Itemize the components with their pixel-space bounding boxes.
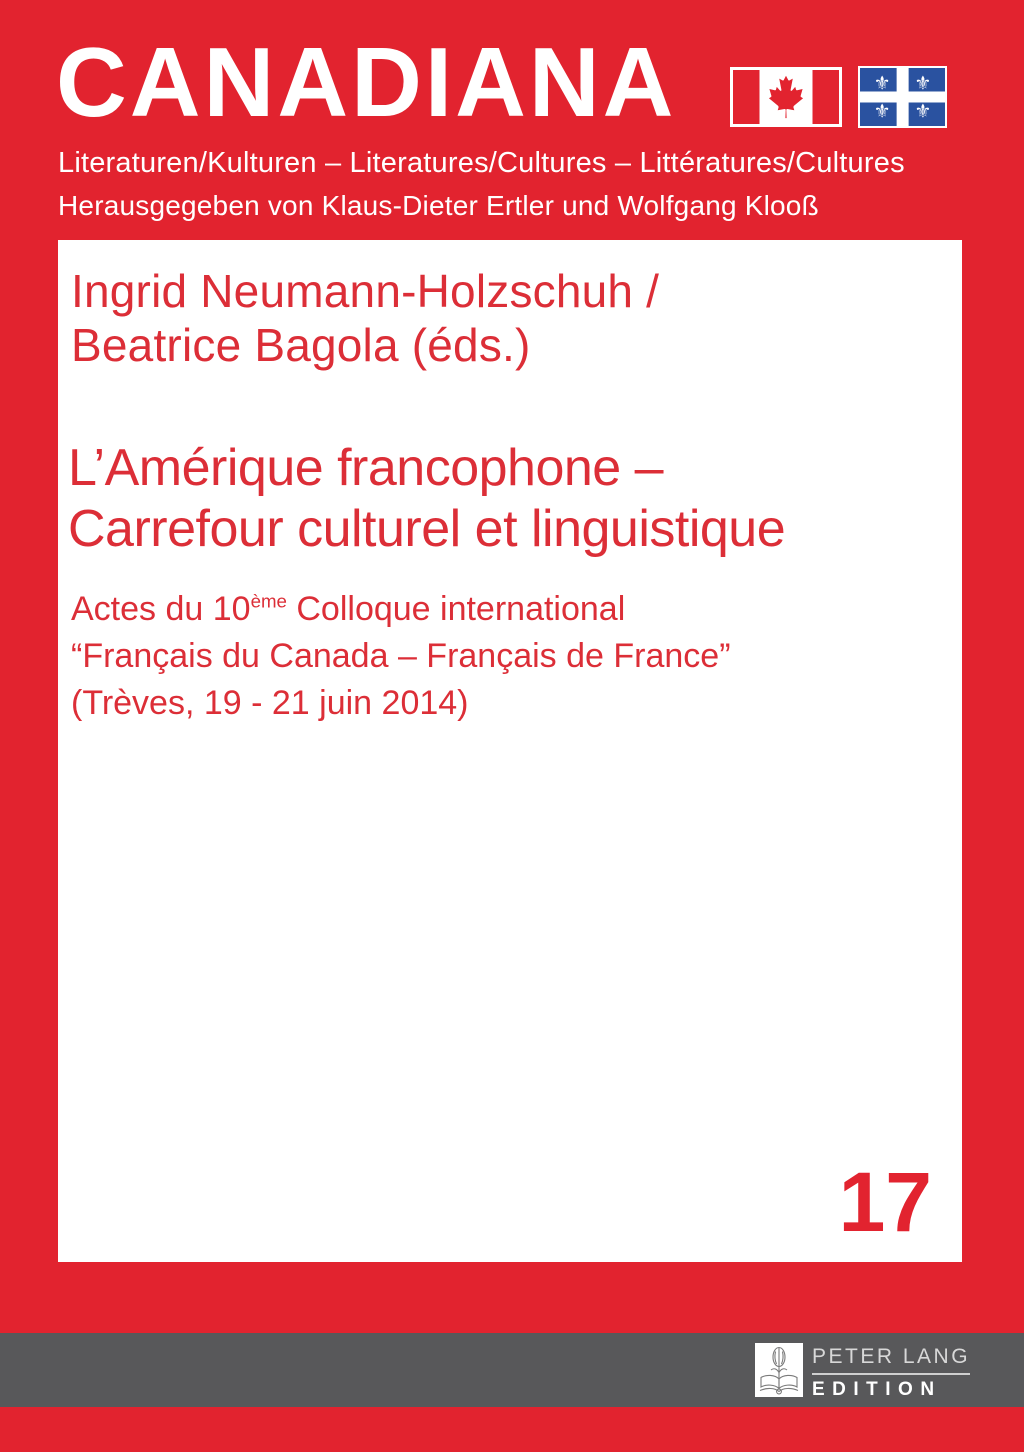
authors-block [71, 264, 659, 372]
book-title-line-2: Carrefour culturel et linguistique [68, 500, 786, 558]
series-title: CANADIANA [56, 27, 677, 137]
series-subtitle: Literaturen/Kulturen – Literatures/Cultures – Littératures/Cultures [58, 147, 905, 179]
content-panel [58, 240, 962, 1262]
fleur-de-lis-icon: ⚜ [873, 100, 891, 122]
fleur-de-lis-icon: ⚜ [873, 72, 891, 95]
publisher-band [0, 1333, 1024, 1407]
subtitle-text-pre: Actes du 10 [71, 590, 251, 628]
fleur-de-lis-icon: ⚜ [914, 100, 932, 122]
publisher-edition-label: EDITION [812, 1379, 942, 1400]
publisher-text [812, 1343, 970, 1401]
subtitle-text-post: Colloque international [286, 590, 626, 628]
book-subtitle [71, 586, 731, 727]
author-line-2: Beatrice Bagola (éds.) [71, 319, 531, 371]
publisher-name: PETER LANG [812, 1345, 970, 1375]
book-title-line-1: L’Amérique francophone – [68, 439, 664, 497]
quebec-flag-field [860, 68, 945, 126]
book-subtitle-line-1 [71, 586, 731, 633]
quebec-flag-icon [858, 66, 947, 128]
series-volume-number: 17 [838, 1155, 932, 1249]
subtitle-superscript: ème [250, 590, 287, 612]
canada-flag-icon [730, 67, 842, 127]
book-title [68, 438, 785, 560]
book-subtitle-line-3: (Trèves, 19 - 21 juin 2014) [71, 684, 469, 722]
series-editors-line: Herausgegeben von Klaus-Dieter Ertler und Wolfgang Klooß [58, 190, 819, 221]
publisher-logo [755, 1343, 970, 1401]
open-book-lamp-emblem-icon [755, 1343, 803, 1397]
author-line-1: Ingrid Neumann-Holzschuh / [71, 265, 660, 317]
fleur-de-lis-icon: ⚜ [914, 72, 932, 95]
book-subtitle-line-2: “Français du Canada – Français de France” [71, 637, 731, 675]
